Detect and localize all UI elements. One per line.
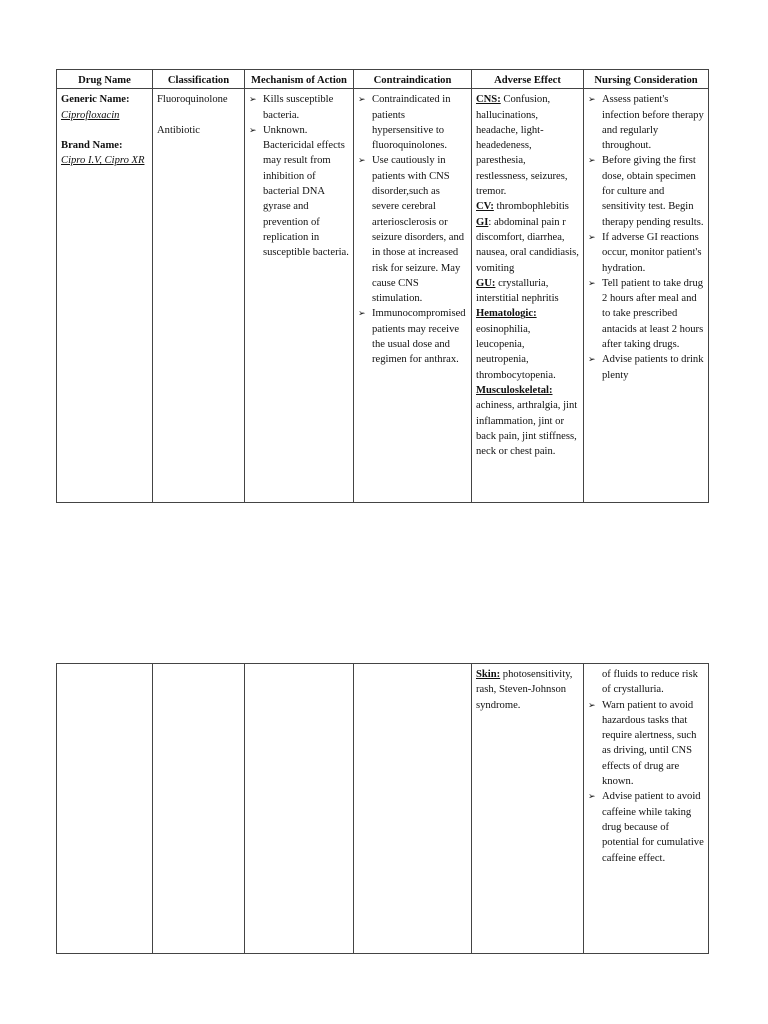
- adverse-entry: [476, 306, 579, 382]
- nursing-item: ➢ Advise patients to drink plenty: [588, 352, 704, 383]
- header-row: [57, 70, 709, 89]
- contraindication-item: ➢ Use cautiously in patients with CNS disorder,such as severe cerebral arteriosclerosis or seizure disorders, and in those at increased risk for seizure. May cause CNS stimulation.: [358, 153, 467, 306]
- adverse-effect-cell: [472, 664, 584, 954]
- adverse-category-text: photosensitivity, rash, Steven-Johnson syndrome.: [476, 669, 573, 711]
- header-adverse-effect: Adverse Effect: [472, 70, 584, 89]
- classification-cell: [153, 664, 245, 954]
- mechanism-cell: [245, 664, 354, 954]
- adverse-entry: [476, 383, 579, 459]
- adverse-effect-cell: [472, 89, 584, 503]
- header-mechanism: Mechanism of Action: [245, 70, 354, 89]
- nursing-item: ➢ Before giving the first dose, obtain specimen for culture and sensitivity test. Begin therapy pending results.: [588, 153, 704, 229]
- header-nursing-consideration: Nursing Consideration: [584, 70, 709, 89]
- adverse-entry: [476, 92, 579, 199]
- mechanism-item: ➢ Unknown. Bactericidal effects may result from inhibition of bacterial DNA gyrase and prevention of replication in susceptible bacteria.: [249, 123, 349, 261]
- nursing-item: ➢ Assess patient's infection before therapy and regularly throughout.: [588, 92, 704, 153]
- mechanism-item: ➢ Kills susceptible bacteria.: [249, 92, 349, 123]
- brand-name-label: Brand Name:: [61, 139, 123, 151]
- adverse-category-text: achiness, arthralgia, jint inflammation, jint or back pain, jint stiffness, neck or chest pain.: [476, 400, 578, 458]
- generic-name-label: Generic Name:: [61, 94, 130, 106]
- contraindication-item: ➢ Immunocompromised patients may receive the usual dose and regimen for anthrax.: [358, 306, 467, 367]
- nursing-item: ➢ Advise patient to avoid caffeine while taking drug because of potential for cumulative caffeine effect.: [588, 789, 704, 865]
- table-row: [57, 664, 709, 954]
- nursing-consideration-cell: [584, 89, 709, 503]
- adverse-entry: [476, 199, 579, 214]
- header-contraindication: Contraindication: [354, 70, 472, 89]
- adverse-category-text: Confusion, hallucinations, headache, light-headedeness, paresthesia, restlessness, seizures, tremor.: [476, 94, 568, 198]
- classification-secondary: Antibiotic: [157, 124, 200, 136]
- adverse-category-text: : abdominal pain r discomfort, diarrhea, nausea, oral candidiasis, vomiting: [476, 216, 579, 274]
- mechanism-cell: [245, 89, 354, 503]
- adverse-category-text: eosinophilia, leucopenia, neutropenia, thrombocytopenia.: [476, 323, 556, 381]
- adverse-category-label: Musculoskeletal:: [476, 384, 553, 396]
- adverse-category-label: CV:: [476, 201, 494, 213]
- contraindication-cell: [354, 89, 472, 503]
- adverse-category-label: GI: [476, 216, 489, 228]
- drug-study-table-continued: [56, 663, 709, 954]
- nursing-item: ➢ Tell patient to take drug 2 hours after meal and to take prescribed antacids at least 2 hours after taking drugs.: [588, 276, 704, 352]
- drug-study-table: [56, 69, 709, 503]
- adverse-category-text: thrombophlebitis: [493, 201, 569, 213]
- drug-name-cell: [57, 89, 153, 503]
- nursing-item-continued: of fluids to reduce risk of crystalluria.: [602, 669, 698, 696]
- nursing-item: ➢ Warn patient to avoid hazardous tasks that require alertness, such as driving, until CNS effects of drug are known.: [588, 698, 704, 790]
- nursing-item: ➢ If adverse GI reactions occur, monitor patient's hydration.: [588, 230, 704, 276]
- adverse-category-text: crystalluria, interstitial nephritis: [476, 277, 559, 305]
- adverse-entry: [476, 276, 579, 307]
- contraindication-cell: [354, 664, 472, 954]
- adverse-entry: [476, 215, 579, 276]
- adverse-category-label: Hematologic:: [476, 308, 537, 320]
- adverse-category-label: CNS:: [476, 94, 501, 106]
- drug-name-cell: [57, 664, 153, 954]
- adverse-category-label: Skin:: [476, 669, 501, 680]
- classification-cell: [153, 89, 245, 503]
- brand-name-value: Cipro I.V, Cipro XR: [61, 155, 145, 167]
- header-classification: Classification: [153, 70, 245, 89]
- header-drug-name: Drug Name: [57, 70, 153, 89]
- contraindication-item: ➢ Contraindicated in patients hypersensitive to fluoroquinolones.: [358, 92, 467, 153]
- adverse-category-label: GU:: [476, 277, 496, 289]
- generic-name-value: Ciprofloxacin: [61, 109, 120, 121]
- table-row: [57, 89, 709, 503]
- adverse-entry: [476, 667, 579, 713]
- nursing-consideration-cell: [584, 664, 709, 954]
- classification-primary: Fluoroquinolone: [157, 94, 228, 106]
